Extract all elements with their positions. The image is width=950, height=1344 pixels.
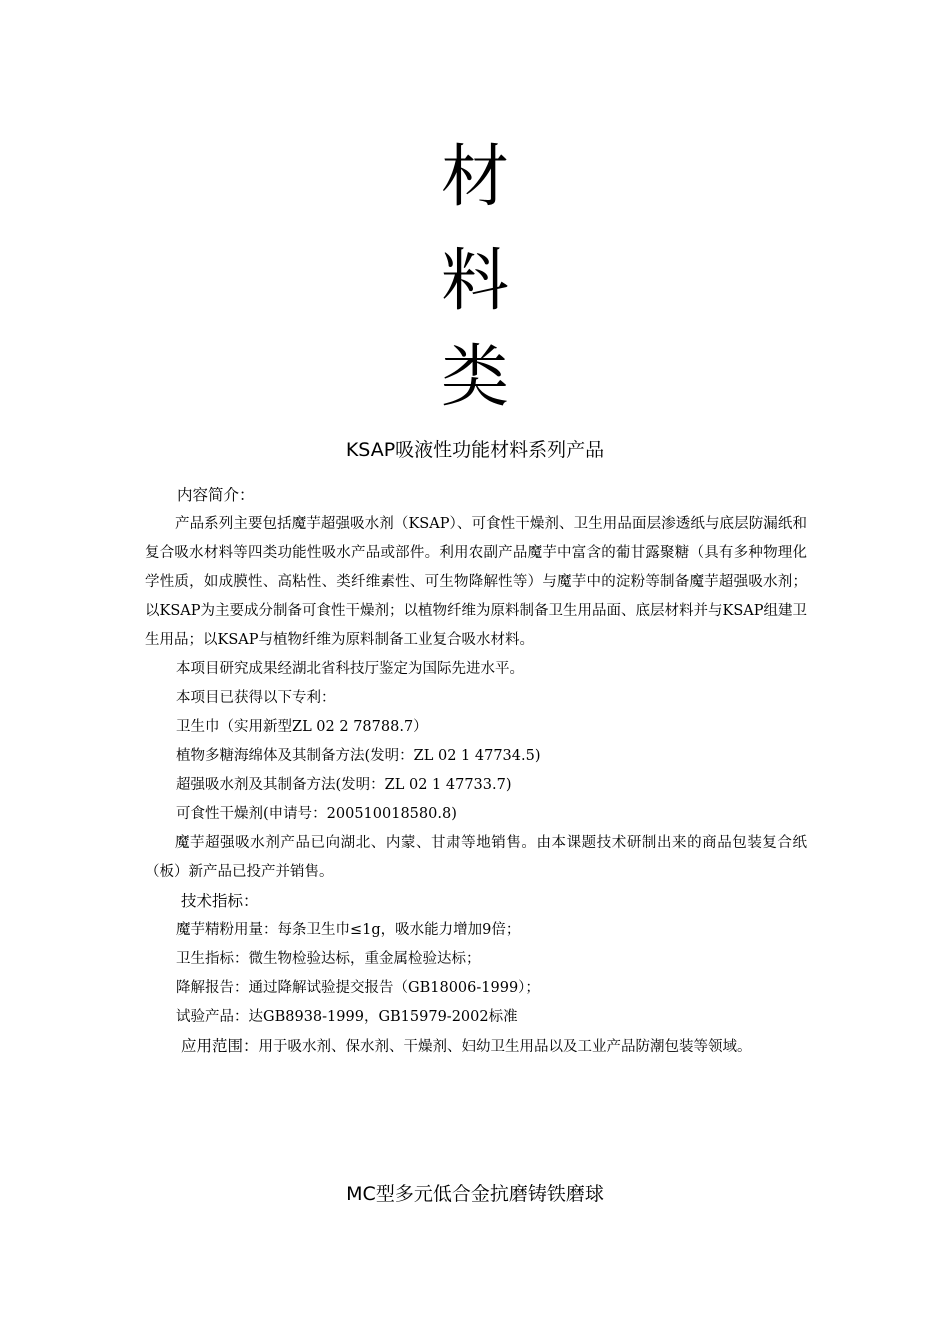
section-title-mc: MC型多元低合金抗磨铸铁磨球 xyxy=(346,1183,604,1205)
cover-char-2: 料 xyxy=(440,242,509,321)
application-label: 应用范围： xyxy=(181,1037,259,1055)
tech-label: 技术指标： xyxy=(181,892,259,910)
tech-item-2: 卫生指标：微生物检验达标，重金属检验达标； xyxy=(176,951,481,967)
intro-label: 内容简介： xyxy=(177,486,255,504)
sales-paragraph: 魔芋超强吸水剂产品已向湖北、内蒙、甘肃等地销售。由本课题技术研制出来的商品包装复合纸（板）新产品已投产并销售。 xyxy=(145,835,807,880)
cover-char-3: 类 xyxy=(440,338,509,417)
tech-item-4: 试验产品：达GB8938-1999，GB15979-2002标准 xyxy=(176,1009,518,1025)
tech-item-1: 魔芋精粉用量：每条卫生巾≤1g，吸水能力增加9倍； xyxy=(176,922,521,938)
patents-label: 本项目已获得以下专利： xyxy=(176,690,336,706)
application-text: 用于吸水剂、保水剂、干燥剂、妇幼卫生用品以及工业产品防潮包装等领域。 xyxy=(258,1039,752,1055)
cover-char-1: 材 xyxy=(440,138,509,217)
section-title-ksap: KSAP吸液性功能材料系列产品 xyxy=(345,439,605,461)
section-body-ksap xyxy=(145,481,807,1062)
patent-item-4: 可食性干燥剂(申请号：200510018580.8) xyxy=(176,806,457,822)
intro-paragraph: 产品系列主要包括魔芋超强吸水剂（KSAP）、可食性干燥剂、卫生用品面层渗透纸与底层防漏纸和复合吸水材料等四类功能性吸水产品或部件。利用农副产品魔芋中富含的葡甘露聚糖（具有多种物理化学性质，如成膜性、高粘性、类纤维素性、可生物降解性等）与魔芋中的淀粉等制备魔芋超强吸水剂；以KSAP为主要成分制备可食性干燥剂；以植物纤维为原料制备卫生用品面、底层材料并与KSAP组建卫生用品；以KSAP与植物纤维为原料制备工业复合吸水材料。 xyxy=(145,516,807,648)
patent-item-1: 卫生巾（实用新型ZL 02 2 78788.7） xyxy=(176,719,428,735)
tech-item-3: 降解报告：通过降解试验提交报告（GB18006-1999）； xyxy=(176,980,540,996)
patent-item-2: 植物多糖海绵体及其制备方法(发明：ZL 02 1 47734.5) xyxy=(176,748,541,764)
appraisal-text: 本项目研究成果经湖北省科技厅鉴定为国际先进水平。 xyxy=(176,661,524,677)
application-paragraph xyxy=(145,1032,807,1062)
patent-item-3: 超强吸水剂及其制备方法(发明：ZL 02 1 47733.7) xyxy=(176,777,512,793)
